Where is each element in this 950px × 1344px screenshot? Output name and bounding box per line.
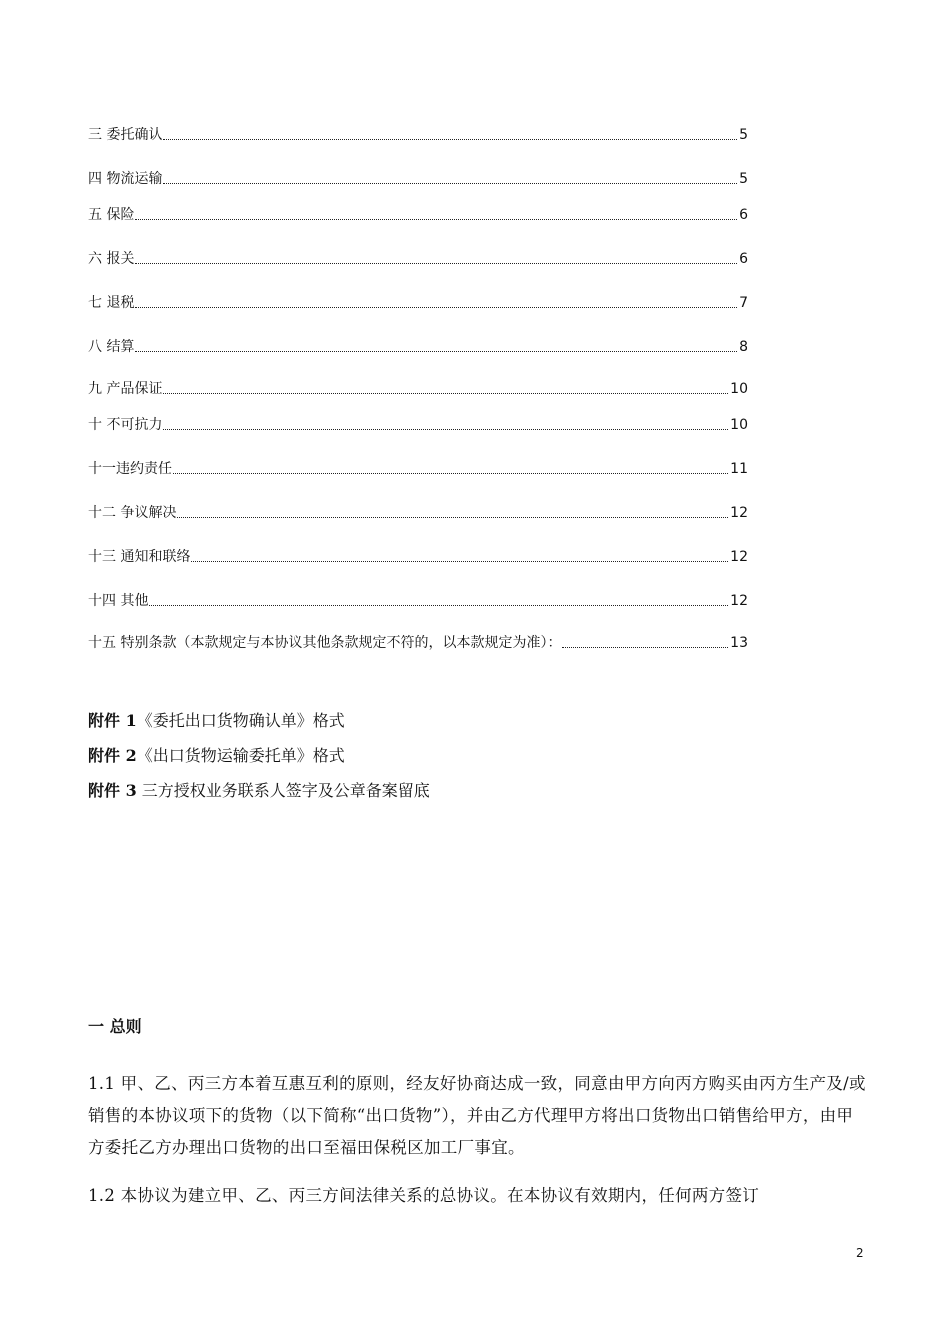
toc-entry[interactable] <box>88 206 748 224</box>
attachment-text: 《委托出口货物确认单》格式 <box>136 711 345 730</box>
toc-leader-dots <box>163 428 728 430</box>
toc-entry-page: 11 <box>730 461 748 477</box>
attachment-text: 三方授权业务联系人签字及公章备案留底 <box>136 781 430 800</box>
toc-leader-dots <box>163 182 737 184</box>
toc-entry-page: 12 <box>730 549 748 565</box>
attachment-text: 《出口货物运输委托单》格式 <box>136 746 345 765</box>
toc-entry-title: 十 不可抗力 <box>88 417 163 433</box>
toc-entry-title: 十四 其他 <box>88 593 149 609</box>
toc-entry-title: 七 退税 <box>88 295 135 311</box>
toc-entry-page: 7 <box>739 295 748 311</box>
paragraph-1-2: 1.2 本协议为建立甲、乙、丙三方间法律关系的总协议。在本协议有效期内，任何两方签订 <box>88 1186 760 1205</box>
toc-leader-dots <box>191 560 728 562</box>
toc-entry[interactable] <box>88 592 748 610</box>
attachment-label: 附件 3 <box>88 781 137 800</box>
attachment-line <box>88 710 345 732</box>
page-number: 2 <box>856 1246 864 1260</box>
toc-leader-dots <box>135 218 737 220</box>
paragraph-1-1: 1.1 甲、乙、丙三方本着互惠互利的原则，经友好协商达成一致，同意由甲方向丙方购买由丙方生产及/或销售的本协议项下的货物（以下简称“出口货物”），并由乙方代理甲方将出口货物出口销售给甲方，由甲方委托乙方办理出口货物的出口至福田保税区加工厂事宜。 <box>88 1074 866 1157</box>
toc-leader-dots <box>163 138 737 140</box>
attachment-line <box>88 780 430 802</box>
toc-entry-page: 8 <box>739 339 748 355</box>
toc-entry-page: 5 <box>739 171 748 187</box>
toc-leader-dots <box>163 392 728 394</box>
toc-entry[interactable] <box>88 338 748 356</box>
toc-entry-title: 十二 争议解决 <box>88 505 177 521</box>
toc-entry-page: 12 <box>730 505 748 521</box>
toc-entry[interactable] <box>88 416 748 434</box>
toc-entry-page: 13 <box>730 635 748 651</box>
toc-entry-title: 四 物流运输 <box>88 171 163 187</box>
toc-entry-title: 三 委托确认 <box>88 127 163 143</box>
toc-entry[interactable] <box>88 126 748 144</box>
section-heading: 一 总则 <box>88 1017 142 1036</box>
toc-entry-page: 6 <box>739 207 748 223</box>
toc-entry-page: 5 <box>739 127 748 143</box>
toc-entry[interactable] <box>88 548 748 566</box>
attachment-line <box>88 745 345 767</box>
toc-leader-dots <box>135 350 737 352</box>
toc-entry[interactable] <box>88 504 748 522</box>
toc-entry-title: 九 产品保证 <box>88 381 163 397</box>
toc-entry-title: 五 保险 <box>88 207 135 223</box>
toc-entry[interactable] <box>88 294 748 312</box>
toc-entry-page: 12 <box>730 593 748 609</box>
toc-entry[interactable] <box>88 460 748 478</box>
toc-leader-dots <box>135 306 737 308</box>
toc-leader-dots <box>173 472 728 474</box>
toc-entry-title: 八 结算 <box>88 339 135 355</box>
toc-entry[interactable] <box>88 170 748 188</box>
toc-entry-title: 六 报关 <box>88 251 135 267</box>
attachment-label: 附件 1 <box>88 711 137 730</box>
toc-entry-page: 10 <box>730 417 748 433</box>
toc-leader-dots <box>149 604 728 606</box>
toc-entry[interactable] <box>88 380 748 398</box>
toc-entry[interactable] <box>88 634 748 652</box>
toc-entry-page: 10 <box>730 381 748 397</box>
toc-entry-title: 十一违约责任 <box>88 461 172 477</box>
toc-entry[interactable] <box>88 250 748 268</box>
toc-entry-title: 十三 通知和联络 <box>88 549 191 565</box>
toc-entry-title: 十五 特别条款（本款规定与本协议其他条款规定不符的，以本款规定为准）： <box>88 635 562 651</box>
toc-leader-dots <box>562 646 728 648</box>
toc-entry-page: 6 <box>739 251 748 267</box>
attachment-label: 附件 2 <box>88 746 137 765</box>
toc-leader-dots <box>177 516 728 518</box>
toc-leader-dots <box>135 262 737 264</box>
